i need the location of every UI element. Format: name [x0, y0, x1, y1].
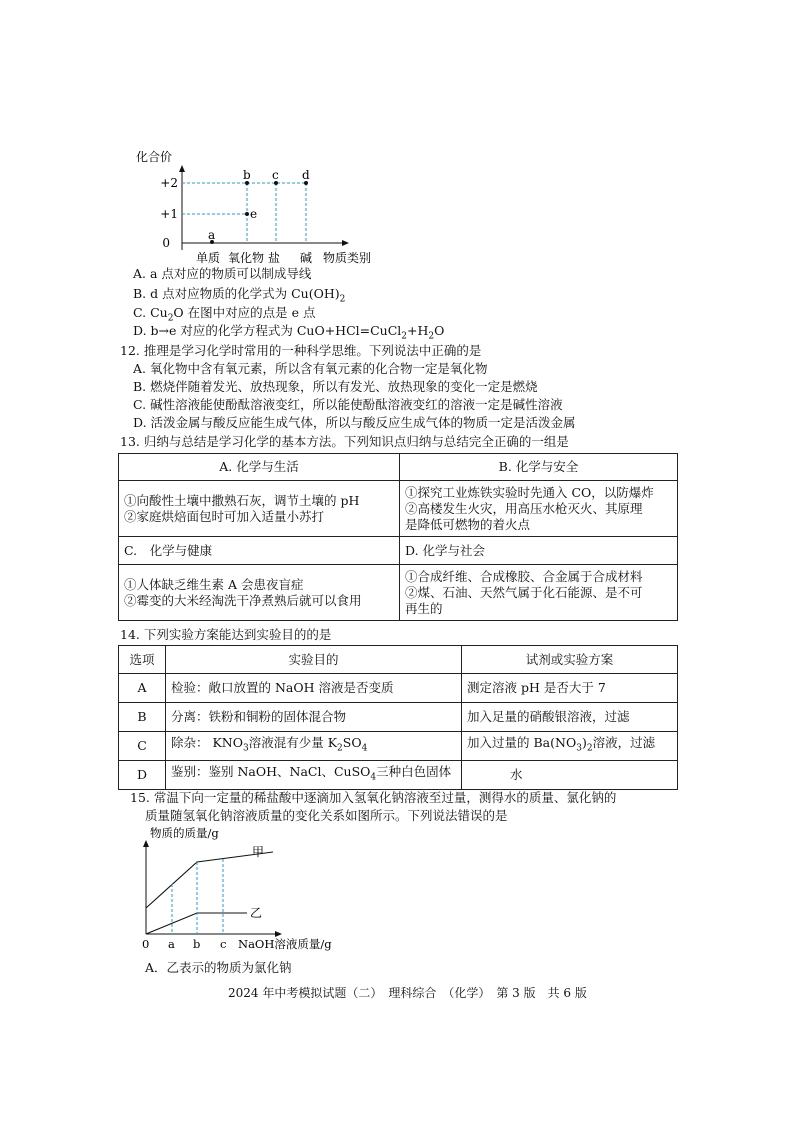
q14-row-a-option: A: [119, 674, 166, 703]
q11-y-arrow: [179, 165, 185, 172]
q14-row-a-goal: 检验：敞口放置的 NaOH 溶液是否变质: [166, 674, 462, 703]
q11-valence-chart: [130, 145, 390, 267]
q13-a-content: ①向酸性土壤中撒熟石灰，调节土壤的 pH ②家庭烘焙面包时可加入适量小苏打: [119, 481, 400, 537]
q14-stem: 14. 下列实验方案能达到实验目的的是: [120, 627, 332, 642]
q12-option-c: C. 碱性溶液能使酚酞溶液变红，所以能使酚酞溶液变红的溶液一定是碱性溶液: [133, 397, 563, 412]
q11-x-axis-label: 物质类别: [323, 251, 372, 265]
q13-d-content: ①合成纤维、合成橡胶、合金属于合成材料 ②煤、石油、天然气属于化石能源、是不可 再生的: [400, 565, 678, 621]
q12-option-b: B. 燃烧伴随着发光、放热现象，所以有发光、放热现象的变化一定是燃烧: [133, 379, 538, 394]
q14-row-c-plan: 加入过量的 $Ba(NO_3)_2$溶液，过滤: [462, 732, 678, 761]
q15-x-axis-label: NaOH溶液质量/g: [238, 937, 332, 951]
table-row: [119, 703, 678, 732]
q13-c-content: ①人体缺乏维生素 A 会患夜盲症 ②霉变的大米经淘洗干净煮熟后就可以食用: [119, 565, 400, 621]
q11-ytick-2: +2: [160, 176, 178, 190]
table-row: [119, 732, 678, 761]
q12-option-d: D. 活泼金属与酸反应能生成气体，所以与酸反应生成气体的物质一定是活泼金属: [133, 415, 576, 430]
q11-xcat-4: 碱: [300, 251, 313, 265]
q13-a-head: A. 化学与生活: [119, 454, 400, 481]
q15-series-jia-line: [146, 852, 273, 908]
q11-option-b: B. d 点对应物质的化学式为 $Cu(OH)_2$: [133, 286, 346, 305]
q14-header-goal: 实验目的: [166, 646, 462, 674]
q15-xtick-c: c: [220, 937, 227, 951]
q13-b-content: ①探究工业炼铁实验时先通入 CO，以防爆炸 ②高楼发生火灾，用高压水枪灭火、其原理 是降低可燃物的着火点: [400, 481, 678, 537]
q11-option-c: C. $Cu_2O$ 在图中对应的点是 e 点: [133, 305, 316, 324]
q14-row-b-plan: 加入足量的硝酸银溶液，过滤: [462, 703, 678, 732]
q11-point-d-label: d: [302, 168, 310, 182]
q11-point-e-label: e: [250, 207, 258, 221]
q15-y-axis-label: 物质的质量/g: [150, 826, 219, 840]
q11-option-d: D. b→e 对应的化学方程式为 $CuO+HCl=CuCl_2+H_2O$: [133, 323, 445, 342]
q11-ytick-0: 0: [162, 236, 170, 250]
q14-row-b-goal: 分离：铁粉和铜粉的固体混合物: [166, 703, 462, 732]
q14-row-b-option: B: [119, 703, 166, 732]
q11-point-a-label: a: [208, 228, 216, 242]
q14-row-d-plan: 水: [462, 761, 678, 790]
q12-option-a: A. 氧化物中含有氧元素，所以含有氧元素的化合物一定是氧化物: [133, 361, 488, 376]
q11-ytick-1: +1: [160, 207, 178, 221]
q15-stem-line2: 质量随氢氧化钠溶液质量的变化关系如图所示。下列说法错误的是: [145, 808, 508, 823]
q14-row-d-goal: 鉴别：鉴别 NaOH、NaCl、CuSO$_4$三种白色固体: [166, 761, 462, 790]
q13-b-head: B. 化学与安全: [400, 454, 678, 481]
q14-table: [118, 645, 678, 790]
q13-d-head: D. 化学与社会: [400, 537, 678, 565]
q15-xtick-a: a: [168, 937, 175, 951]
table-row: [119, 761, 678, 790]
q15-stem-line1: 15. 常温下向一定量的稀盐酸中逐滴加入氢氧化钠溶液至过量，测得水的质量、氯化钠的: [130, 790, 617, 805]
q14-header-option: 选项: [119, 646, 166, 674]
q11-xcat-1: 单质: [196, 251, 221, 265]
q11-option-a: A. a 点对应的物质可以制成导线: [133, 266, 312, 281]
q11-xcat-3: 盐: [268, 251, 281, 265]
table-row: [119, 674, 678, 703]
q14-row-d-option: D: [119, 761, 166, 790]
q11-x-arrow: [342, 240, 349, 246]
q15-mass-chart: [138, 826, 348, 956]
q15-series-jia-label: 甲: [252, 845, 265, 859]
q11-point-b-label: b: [243, 168, 251, 182]
q14-row-c-goal: 除杂： $KNO_3$溶液混有少量 $K_2SO_4$: [166, 732, 462, 761]
q13-table: [118, 453, 678, 621]
q15-xtick-b: b: [193, 937, 201, 951]
q13-stem: 13. 归纳与总结是学习化学的基本方法。下列知识点归纳与总结完全正确的一组是: [120, 434, 569, 449]
q12-stem: 12. 推理是学习化学时常用的一种科学思维。下列说法中正确的是: [120, 343, 482, 358]
q11-y-axis-label: 化合价: [136, 150, 173, 164]
q15-series-yi-label: 乙: [250, 906, 263, 920]
q11-point-c-label: c: [272, 168, 279, 182]
q15-option-a: A．乙表示的物质为氯化钠: [145, 960, 292, 975]
q14-row-c-option: C: [119, 732, 166, 761]
page-footer: 2024 年中考模拟试题（二） 理科综合 （化学） 第 3 版 共 6 版: [228, 986, 587, 1000]
q11-xcat-2: 氧化物: [228, 251, 265, 265]
q13-c-head: C. 化学与健康: [119, 537, 400, 565]
q15-xtick-0: 0: [142, 937, 150, 951]
q15-y-arrow: [143, 840, 149, 847]
q14-header-plan: 试剂或实验方案: [462, 646, 678, 674]
q11-point-e: [245, 212, 249, 216]
q14-row-a-plan: 测定溶液 pH 是否大于 7: [462, 674, 678, 703]
